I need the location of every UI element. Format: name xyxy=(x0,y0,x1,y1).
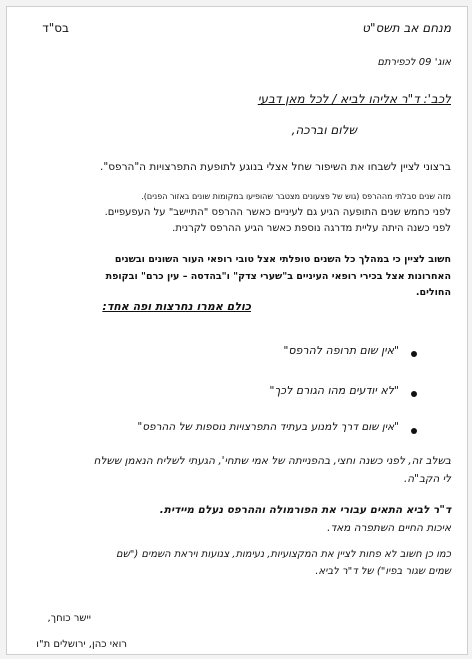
result-line-2: איכות החיים השתפרה מאד. xyxy=(327,522,451,534)
treatment-line-3: החולים. xyxy=(415,287,451,298)
history-line-1: מזה שנים סבלתי מההרפס (גוש של פצעונים מצטבר שהופיעו במקומות שונים באזור הפנים). xyxy=(141,192,451,201)
quote-bullet-3 xyxy=(411,428,417,434)
header-date-hebrew: מנחם אב תשס"ט xyxy=(362,21,451,35)
thanks-line-2: שמים שגור בפיו") של ד"ר לביא. xyxy=(315,566,451,577)
intro-paragraph: ברצוני לציין לשבחו את השיפור שחל אצלי בנוגע לתופעת התפרצויות ה"הרפס". xyxy=(100,161,451,173)
result-line-1: ד"ר לביא התאים עבורי את הפורמולה וההרפס נעלם מיידית. xyxy=(159,504,451,516)
quote-1: "אין שום תרופה להרפס" xyxy=(283,344,399,357)
quote-2: "לא יודעים מהו הגורם לכך" xyxy=(269,384,399,397)
all-said-heading: כולם אמרו נחרצות ופה אחד: xyxy=(102,300,251,313)
quote-bullet-2 xyxy=(411,391,417,397)
history-line-2: לפני כחמש שנים התופעה הגיע גם לעיניים כאשר ההרפס "התיישב" על העפעפיים. xyxy=(104,207,451,218)
treatment-line-1: חשוב לציין כי במהלך כל השנים טופלתי אצל טובי רופאי העור השונים ובשנים xyxy=(114,254,451,265)
signature-regards: יישר כוחך, xyxy=(47,613,91,624)
header-bsd: בס"ד xyxy=(42,21,69,35)
quote-bullet-1 xyxy=(411,351,417,357)
history-line-3: לפני כשנה היתה עליית מדרגה נוספת כאשר הגיע ההרפס לקרנית. xyxy=(172,223,451,234)
stage-line-2: לי הקב"ה. xyxy=(403,473,451,485)
letter-page xyxy=(6,6,468,655)
treatment-line-2: האחרונות אצל בכירי רופאי העיניים ב"שערי צדק" ו"בהדסה – עין כרם" ובקופת xyxy=(105,271,451,282)
quote-3: "אין שום דרך למנוע בעתיד התפרצויות נוספות של ההרפס" xyxy=(137,421,399,433)
stage-line-1: בשלב זה, לפני כשנה וחצי, בהפנייתה של אמי שתחי', הגעתי לשליח הנאמן ששלח xyxy=(93,455,451,467)
thanks-line-1: כמו כן חשוב לא פחות לציין את המקצועיות, נעימות, צנועות ויראת השמים ("שם xyxy=(116,549,451,560)
header-date-gregorian: אוג' 09 לכפירתם xyxy=(377,57,451,68)
recipient-line: לכב': ד"ר אליהו לביא / לכל מאן דבעי xyxy=(257,92,451,106)
greeting: שלום וברכה, xyxy=(291,123,357,137)
signature-name: רואי כהן, ירושלים ת"ו xyxy=(36,639,127,650)
